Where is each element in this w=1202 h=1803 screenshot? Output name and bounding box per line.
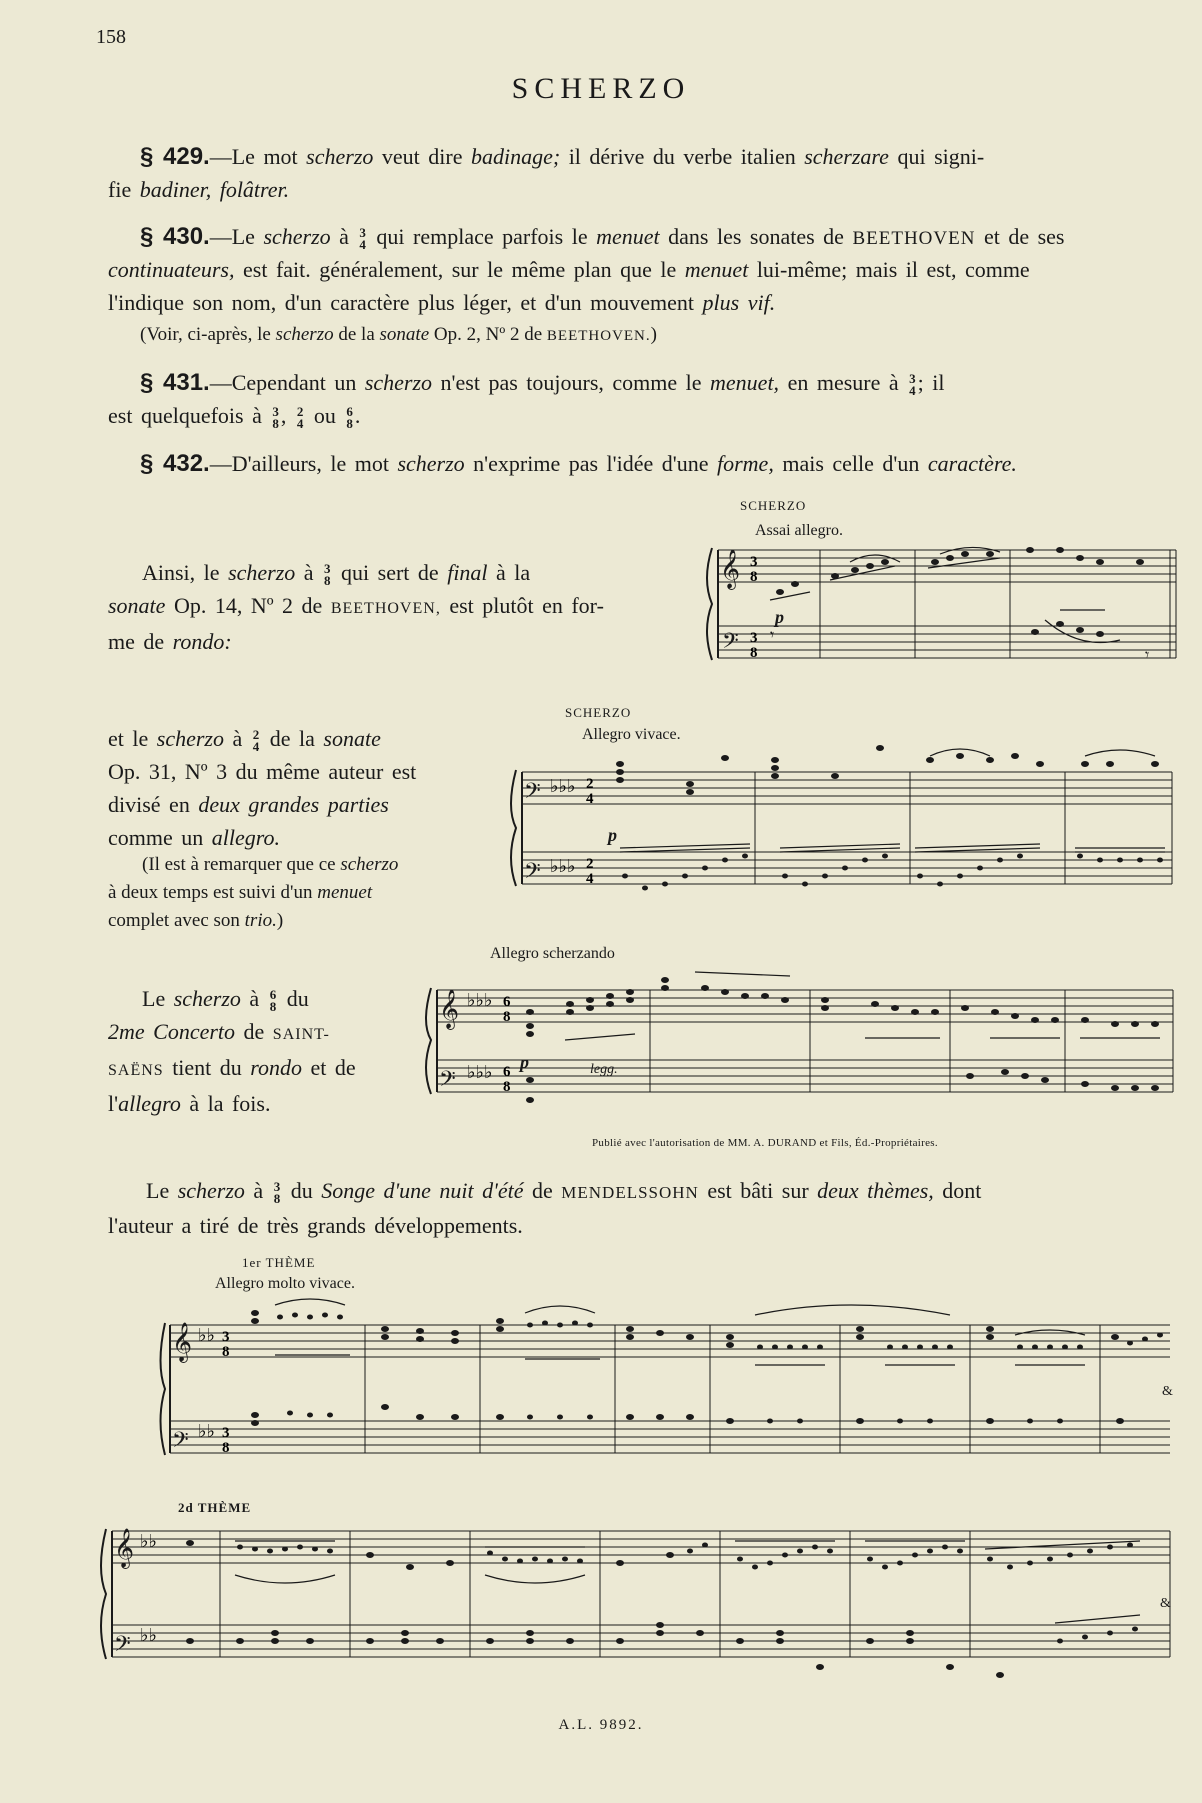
time-fraction: 2 4 — [296, 403, 304, 431]
svg-text:𝄢: 𝄢 — [114, 1632, 131, 1661]
text: et le — [108, 726, 157, 751]
svg-text:4: 4 — [586, 791, 594, 807]
example2-note — [108, 851, 498, 935]
footer-plate-number: A.L. 9892. — [558, 1717, 644, 1733]
text: menuet — [684, 257, 749, 282]
text: —Le — [209, 224, 264, 249]
text: lui-même; mais il est, comme — [748, 257, 1030, 282]
time-fraction: 3 8 — [272, 403, 279, 431]
text: et de ses — [975, 224, 1065, 249]
text: n'est pas toujours, comme le — [432, 370, 711, 395]
example2-text — [108, 722, 498, 854]
section-number: § 429. — [140, 143, 210, 170]
text: n'exprime pas l'idée d'une — [464, 451, 717, 476]
svg-text:8: 8 — [750, 645, 758, 661]
composer-name: SAINT- — [272, 1026, 330, 1043]
svg-text:3: 3 — [222, 1329, 230, 1345]
svg-text:3: 3 — [750, 630, 758, 646]
text: dont — [933, 1178, 982, 1203]
svg-text:8: 8 — [222, 1440, 230, 1456]
text: du — [278, 986, 309, 1011]
text: est quelquefois à — [108, 403, 271, 428]
svg-text:𝄞: 𝄞 — [172, 1324, 193, 1361]
text: est fait. généralement, sur le même plan que le — [234, 257, 685, 282]
paragraph-432 — [140, 447, 1017, 480]
dynamic-marking: p — [775, 607, 784, 627]
paragraph-429 — [140, 140, 1115, 173]
page-title: SCHERZO — [511, 72, 691, 105]
time-fraction: 3 8 — [324, 560, 331, 588]
text: badinage; — [470, 144, 561, 169]
text: ou — [305, 403, 345, 428]
text: sonate — [379, 324, 430, 345]
text: l'indique son nom, d'un caractère plus léger, et d'un mouvement — [108, 290, 703, 315]
composer-name: BEETHOVEN. — [546, 328, 651, 344]
score3-tempo: Allegro scherzando — [490, 945, 615, 962]
text: (Il est à remarquer que ce — [142, 854, 341, 875]
text: complet avec son — [108, 910, 245, 931]
text: scherzare — [804, 144, 889, 169]
text: Op. 2, Nº 2 de — [429, 324, 547, 345]
svg-text:8: 8 — [750, 569, 758, 585]
text: scherzo — [156, 726, 224, 751]
svg-text:𝄞: 𝄞 — [720, 551, 741, 588]
text: à la fois. — [180, 1091, 271, 1116]
text: Ainsi, le — [142, 560, 229, 585]
text: allegro. — [211, 825, 280, 850]
text: scherzo — [306, 144, 374, 169]
text: de la — [261, 726, 324, 751]
section-number: § 432. — [140, 450, 210, 477]
svg-text:4: 4 — [586, 871, 594, 887]
text: à — [295, 560, 323, 585]
text: ) — [276, 910, 284, 931]
text: l'auteur a tiré de très grands développements. — [108, 1213, 523, 1238]
svg-text:𝄢: 𝄢 — [722, 629, 739, 658]
text: Op. 14, Nº 2 de — [165, 593, 331, 618]
composer-name: MENDELSSOHN — [561, 1183, 699, 1202]
text: 2me Concerto — [108, 1019, 236, 1044]
time-fraction: 3 8 — [273, 1178, 281, 1206]
text: mais celle d'un — [773, 451, 928, 476]
score4-tempo: Allegro molto vivace. — [215, 1275, 355, 1292]
svg-text:𝄞: 𝄞 — [439, 991, 460, 1028]
text: forme, — [717, 451, 774, 476]
text: à — [240, 986, 268, 1011]
section-number: § 431. — [140, 369, 210, 396]
svg-text:8: 8 — [503, 1009, 511, 1025]
text: rondo: — [172, 629, 232, 654]
text: comme un — [108, 825, 212, 850]
section-number: § 430. — [140, 223, 210, 250]
example1-text — [108, 556, 668, 658]
text: il dérive du verbe italien — [560, 144, 805, 169]
text: qui signi- — [888, 144, 985, 169]
svg-text:𝄞: 𝄞 — [114, 1530, 135, 1567]
dynamic-marking: p — [608, 825, 617, 845]
svg-text:3: 3 — [222, 1425, 230, 1441]
text: rondo — [250, 1055, 303, 1080]
time-fraction: 6 8 — [346, 403, 353, 431]
text: scherzo — [275, 324, 334, 345]
score2-label: SCHERZO — [565, 705, 632, 720]
time-fraction: 6 8 — [269, 986, 277, 1014]
svg-text:6: 6 — [503, 994, 511, 1010]
text: est plutôt en for- — [440, 593, 604, 618]
text: à — [244, 1178, 272, 1203]
text: de la — [333, 324, 380, 345]
composer-name: SAËNS — [108, 1062, 164, 1079]
svg-text:♭♭♭: ♭♭♭ — [550, 776, 576, 796]
text: divisé en — [108, 792, 199, 817]
score1-label: SCHERZO — [740, 498, 807, 513]
svg-text:8: 8 — [503, 1079, 511, 1095]
text: continuateurs, — [108, 257, 235, 282]
time-fraction: 3 4 — [359, 224, 366, 252]
svg-text:♭♭: ♭♭ — [140, 1625, 157, 1645]
text: fie — [108, 177, 140, 202]
text: dans les sonates de — [659, 224, 853, 249]
text: du — [282, 1178, 322, 1203]
text: tient du — [163, 1055, 251, 1080]
text: deux thèmes, — [817, 1178, 934, 1203]
music-score-3 — [425, 968, 1180, 1133]
text: scherzo — [263, 224, 331, 249]
svg-text:♭♭♭: ♭♭♭ — [467, 1062, 493, 1082]
text: caractère. — [927, 451, 1017, 476]
composer-name: BEETHOVEN, — [330, 600, 441, 617]
text: menuet — [317, 882, 373, 903]
text: l' — [108, 1091, 119, 1116]
paragraph-429-line2 — [108, 173, 289, 206]
svg-text:𝄢: 𝄢 — [524, 859, 541, 888]
text: (Voir, ci-après, le — [140, 324, 276, 345]
svg-text:𝄢: 𝄢 — [524, 779, 541, 808]
text: scherzo — [364, 370, 433, 395]
svg-text:♭♭: ♭♭ — [198, 1421, 215, 1441]
text: de — [523, 1178, 562, 1203]
dynamic-marking: p — [520, 1052, 529, 1072]
page-number: 158 — [96, 26, 126, 48]
text: scherzo — [340, 854, 399, 875]
svg-text:2: 2 — [586, 856, 594, 872]
text: Le — [146, 1178, 178, 1203]
publisher-credit: Publié avec l'autorisation de MM. A. DURAND et Fils, Éd.-Propriétaires. — [592, 1137, 938, 1149]
svg-text:2: 2 — [586, 776, 594, 792]
text: Songe d'une nuit d'été — [321, 1178, 524, 1203]
text: scherzo — [177, 1178, 245, 1203]
example4-text — [108, 1174, 1178, 1242]
text: sonate — [323, 726, 381, 751]
text: à la — [487, 560, 531, 585]
text: qui sert de — [332, 560, 448, 585]
text: allegro — [118, 1091, 181, 1116]
svg-text:&: & — [1162, 1384, 1173, 1399]
text: plus vif. — [702, 290, 776, 315]
svg-text:♭♭♭: ♭♭♭ — [467, 990, 493, 1010]
text: badiner, folâtrer. — [139, 177, 290, 202]
text: qui remplace parfois le — [367, 224, 597, 249]
text: . — [354, 403, 361, 428]
text: me de — [108, 629, 173, 654]
text: ; il — [917, 370, 945, 395]
text: scherzo — [228, 560, 296, 585]
text: Le — [142, 986, 174, 1011]
text: , — [280, 403, 295, 428]
svg-text:𝄾: 𝄾 — [1145, 647, 1150, 664]
score2-tempo: Allegro vivace. — [582, 726, 681, 743]
score5-label: 2d THÈME — [178, 1500, 252, 1515]
text: deux grandes parties — [198, 792, 389, 817]
svg-text:𝄢: 𝄢 — [172, 1428, 189, 1457]
text: et de — [302, 1055, 356, 1080]
text: de — [235, 1019, 273, 1044]
text: menuet, — [710, 370, 780, 395]
text: —Le mot — [209, 144, 307, 169]
text: est bâti sur — [698, 1178, 818, 1203]
svg-text:♭♭♭: ♭♭♭ — [550, 856, 576, 876]
svg-text:3: 3 — [750, 554, 758, 570]
score1-tempo: Assai allegro. — [755, 522, 843, 539]
text: en mesure à — [779, 370, 908, 395]
text: à — [330, 224, 358, 249]
paragraph-431-line2 — [108, 399, 360, 432]
paragraph-430 — [140, 220, 1150, 255]
svg-text:&: & — [1160, 1596, 1171, 1611]
svg-text:8: 8 — [222, 1344, 230, 1360]
text: menuet — [596, 224, 660, 249]
text: —D'ailleurs, le mot — [209, 451, 398, 476]
text: veut dire — [373, 144, 471, 169]
expression-marking: legg. — [590, 1062, 618, 1077]
text: trio. — [244, 910, 277, 931]
text: ) — [650, 324, 657, 345]
text: à deux temps est suivi d'un — [108, 882, 318, 903]
svg-text:𝄢: 𝄢 — [439, 1067, 456, 1096]
svg-text:♭♭: ♭♭ — [198, 1325, 215, 1345]
paragraph-430-line3 — [108, 286, 775, 319]
svg-text:6: 6 — [503, 1064, 511, 1080]
music-score-4 — [160, 1295, 1180, 1470]
score4-label: 1er THÈME — [242, 1255, 316, 1270]
paragraph-430-line2 — [108, 253, 1030, 286]
example3-text — [108, 982, 408, 1120]
text: —Cependant un — [209, 370, 365, 395]
music-score-2 — [510, 748, 1180, 928]
composer-name: BEETHOVEN — [852, 228, 976, 249]
text: final — [447, 560, 488, 585]
time-fraction: 3 4 — [909, 370, 916, 398]
text: à — [223, 726, 251, 751]
music-score-5 — [100, 1515, 1180, 1690]
paragraph-430-note — [140, 321, 657, 350]
svg-text:♭♭: ♭♭ — [140, 1531, 157, 1551]
text: sonate — [108, 593, 166, 618]
text: scherzo — [173, 986, 241, 1011]
svg-text:𝄾: 𝄾 — [770, 627, 775, 644]
text: Op. 31, Nº 3 du même auteur est — [108, 759, 417, 784]
paragraph-431 — [140, 366, 944, 399]
time-fraction: 2 4 — [252, 726, 260, 754]
music-score-1 — [700, 540, 1180, 680]
text: scherzo — [397, 451, 465, 476]
